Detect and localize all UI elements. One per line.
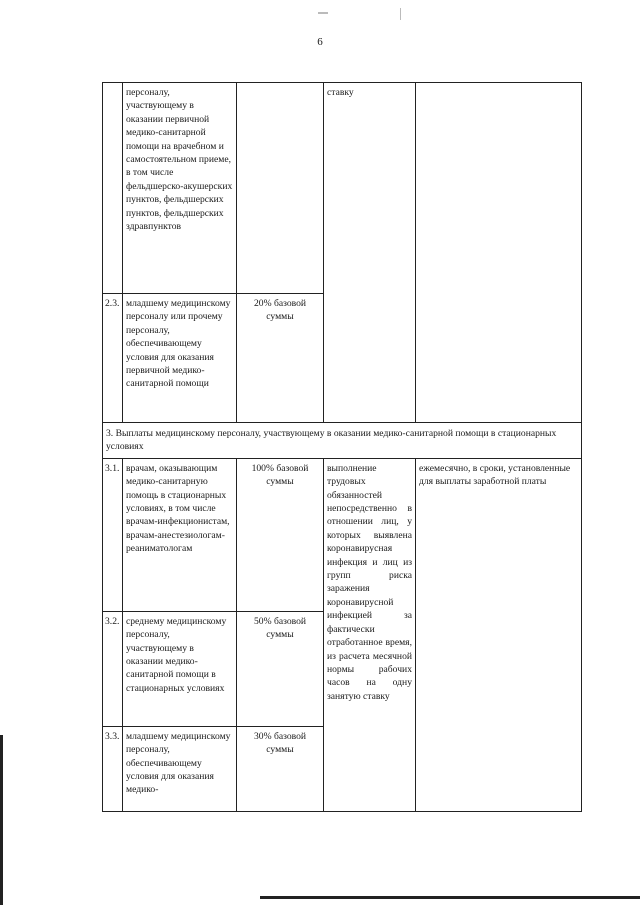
page-number: 6 bbox=[317, 36, 323, 48]
row-amount: 100% базовой суммы bbox=[237, 458, 324, 611]
scan-mark bbox=[400, 8, 401, 20]
row-number: 3.1. bbox=[103, 458, 123, 611]
row-amount: 50% базовой суммы bbox=[237, 611, 324, 726]
row-category: младшему медицинскому персоналу, обеспечивающему условия для оказания медико- bbox=[123, 726, 237, 811]
row-category: младшему медицинскому персоналу или прочему персоналу, обеспечивающему условия для оказания первичной медико-санитарной помощи bbox=[123, 294, 237, 423]
row-category: врачам, оказывающим медико-санитарную помощь в стационарных условиях, в том числе врачам-инфекционистам, врачам-анестезиологам-реаниматологам bbox=[123, 458, 237, 611]
payments-table bbox=[102, 82, 582, 812]
row-timing: ежемесячно, в сроки, установленные для выплаты заработной платы bbox=[416, 458, 582, 811]
row-condition: ставку bbox=[324, 83, 416, 423]
row-number: 2.3. bbox=[103, 294, 123, 423]
table-row bbox=[103, 458, 582, 611]
row-condition: выполнение трудовых обязанностей непосредственно в отношении лиц, у которых выявлена коронавирусная инфекция и лиц из групп риска заражения коронавирусной инфекцией за фактически отработанное время, из расчета месячной нормы рабочих часов на одну занятую ставку bbox=[324, 458, 416, 811]
row-number: 3.2. bbox=[103, 611, 123, 726]
row-amount bbox=[237, 83, 324, 294]
row-timing bbox=[416, 83, 582, 423]
scan-mark bbox=[318, 12, 328, 14]
table-row bbox=[103, 83, 582, 294]
row-amount: 30% базовой суммы bbox=[237, 726, 324, 811]
section-row bbox=[103, 423, 582, 459]
scan-edge bbox=[0, 735, 3, 905]
row-number: 3.3. bbox=[103, 726, 123, 811]
row-number bbox=[103, 83, 123, 294]
section-title: 3. Выплаты медицинскому персоналу, участвующему в оказании медико-санитарной помощи в стационарных условиях bbox=[103, 423, 582, 459]
scan-edge bbox=[260, 896, 640, 899]
row-amount: 20% базовой суммы bbox=[237, 294, 324, 423]
row-category: среднему медицинскому персоналу, участвующему в оказании медико-санитарной помощи в стационарных условиях bbox=[123, 611, 237, 726]
row-category: персоналу, участвующему в оказании первичной медико-санитарной помощи на врачебном и самостоятельном приеме, в том числе фельдшерско-акушерских пунктов, фельдшерских пунктов, фельдшерских здравпунктов bbox=[123, 83, 237, 294]
